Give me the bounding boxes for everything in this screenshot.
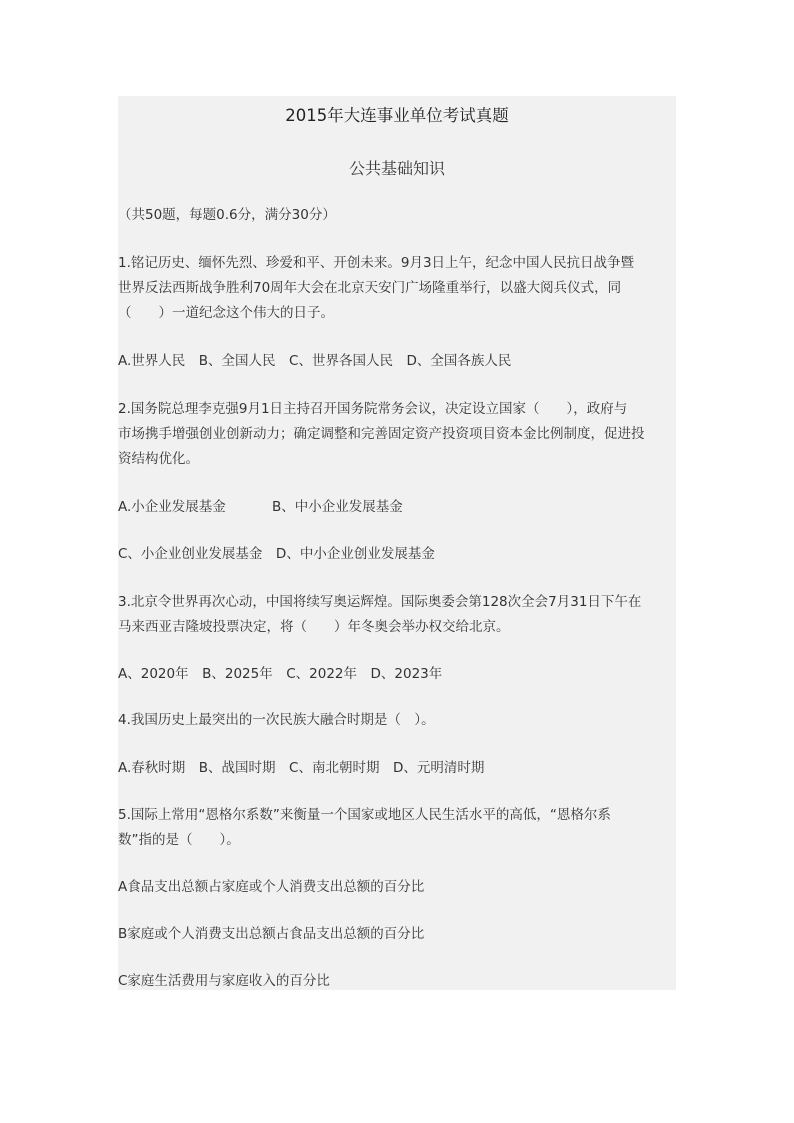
question-4-options: A.春秋时期 B、战国时期 C、南北朝时期 D、元明清时期 bbox=[118, 760, 485, 776]
question-5-option-b: B家庭或个人消费支出总额占食品支出总额的百分比 bbox=[118, 926, 425, 942]
document-title: 2015年大连事业单位考试真题 bbox=[285, 106, 509, 125]
question-5-line-2: 数”指的是（ ）。 bbox=[118, 832, 240, 848]
question-5-line-1: 5.国际上常用“恩格尔系数”来衡量一个国家或地区人民生活水平的高低，“恩格尔系 bbox=[118, 807, 611, 823]
question-2-options-cd: C、小企业创业发展基金 D、中小企业创业发展基金 bbox=[118, 546, 435, 562]
question-3-options: A、2020年 B、2025年 C、2022年 D、2023年 bbox=[118, 666, 443, 682]
question-1-line-3: （ ）一道纪念这个伟大的日子。 bbox=[118, 305, 334, 321]
question-2-option-a: A.小企业发展基金 bbox=[118, 499, 226, 515]
question-1-options: A.世界人民 B、全国人民 C、世界各国人民 D、全国各族人民 bbox=[118, 353, 512, 369]
question-2-line-3: 资结构优化。 bbox=[118, 451, 199, 467]
document-subtitle: 公共基础知识 bbox=[348, 159, 445, 178]
question-2-line-2: 市场携手增强创业创新动力；确定调整和完善固定资产投资项目资本金比例制度，促进投 bbox=[118, 426, 645, 442]
question-1-line-1: 1.铭记历史、缅怀先烈、珍爱和平、开创未来。9月3日上午，纪念中国人民抗日战争暨 bbox=[118, 255, 635, 271]
question-2-option-b: B、中小企业发展基金 bbox=[272, 499, 403, 515]
question-4-line-1: 4.我国历史上最突出的一次民族大融合时期是（ ）。 bbox=[118, 712, 435, 728]
document-page bbox=[118, 96, 676, 990]
question-3-line-1: 3.北京令世界再次心动，中国将续写奥运辉煌。国际奥委会第128次全会7月31日下午在 bbox=[118, 594, 642, 610]
question-1-line-2: 世界反法西斯战争胜利70周年大会在北京天安门广场隆重举行，以盛大阅兵仪式，同 bbox=[118, 280, 622, 296]
question-5-option-c: C家庭生活费用与家庭收入的百分比 bbox=[118, 973, 330, 989]
question-5-option-a: A食品支出总额占家庭或个人消费支出总额的百分比 bbox=[118, 879, 425, 895]
question-3-line-2: 马来西亚吉隆坡投票决定，将（ ）年冬奥会举办权交给北京。 bbox=[118, 619, 510, 635]
exam-instructions: （共50题，每题0.6分，满分30分） bbox=[118, 207, 336, 223]
question-2-line-1: 2.国务院总理李克强9月1日主持召开国务院常务会议，决定设立国家（ ），政府与 bbox=[118, 401, 628, 417]
